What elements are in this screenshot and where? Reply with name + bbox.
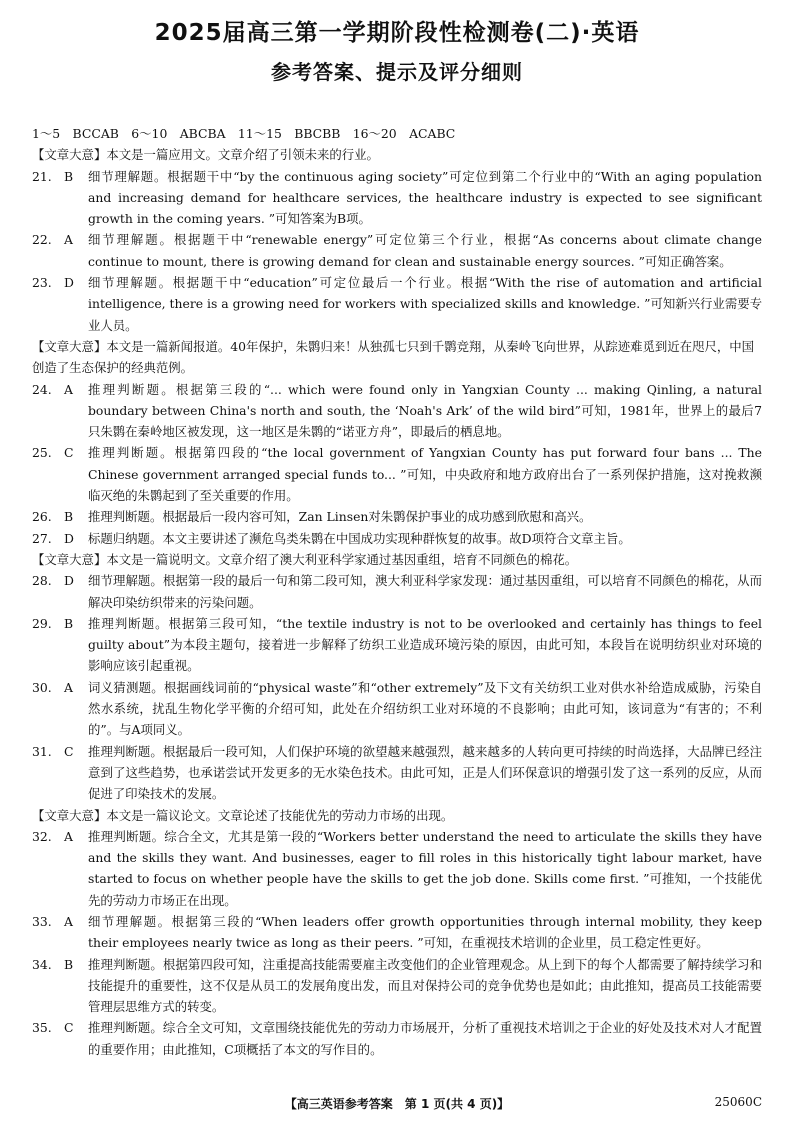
footer-code: 25060C bbox=[714, 1095, 762, 1109]
article-summary: 【文章大意】本文是一篇议论文。文章论述了技能优先的劳动力市场的出现。 bbox=[32, 807, 454, 823]
answer-explanation-item bbox=[32, 911, 762, 954]
question-number bbox=[32, 741, 88, 805]
question-number bbox=[32, 677, 88, 741]
explanation-text: 细节理解题。根据题干中“by the continuous aging society”可定位到第二个行业中的“With an aging population and increasing demand for healthcare services, the healthcare industry is expected to see significant growth in the coming years. ”可知答案为B项。 bbox=[88, 168, 762, 227]
answer-letter: B bbox=[64, 956, 74, 972]
explanation-text: 细节理解题。根据第一段的最后一句和第二段可知，澳大利亚科学家发现：通过基因重组，可以培育不同颜色的棉花，从而解决印染纺织带来的污染问题。 bbox=[88, 573, 762, 610]
answer-explanation-item bbox=[32, 506, 762, 527]
answer-letter: D bbox=[64, 275, 74, 291]
explanation-text: 细节理解题。根据题干中“renewable energy”可定位第三个行业，根据“As concerns about climate change continue to mount, there is growing demand for clean and sustainable energy sources. ”可知正确答案。 bbox=[88, 232, 762, 269]
question-number bbox=[32, 613, 88, 677]
explanation-text: 细节理解题。根据第三段的“When leaders offer growth opportunities through internal mobility, they keep their employees nearly twice as long as their peers. ”可知，在重视技术培训的企业里，员工稳定性更好。 bbox=[88, 913, 762, 951]
question-index: 21. bbox=[32, 168, 52, 184]
question-index: 31. bbox=[32, 743, 52, 759]
answer-letter: A bbox=[64, 828, 73, 844]
explanation-text: 细节理解题。根据题干中“education”可定位最后一个行业。根据“With the rise of automation and artificial intelligence, there is a growing need for workers with specialized skills and knowledge. ”可知新兴行业需要专业人员。 bbox=[88, 275, 762, 333]
answer-explanation-item bbox=[32, 166, 762, 230]
answer-content bbox=[32, 123, 762, 1060]
question-index: 24. bbox=[32, 381, 52, 397]
answer-explanation-item bbox=[32, 954, 762, 1018]
answer-letter: A bbox=[64, 913, 73, 929]
answer-explanation-item bbox=[32, 528, 762, 549]
footer-page-info: 【高三英语参考答案 第 1 页(共 4 页)】 bbox=[284, 1097, 510, 1111]
answer-letter: A bbox=[64, 679, 73, 695]
page-footer bbox=[0, 1095, 794, 1117]
explanation-text: 推理判断题。综合全文，尤其是第一段的“Workers better understand the need to articulate the skills they have and the skills they want. And businesses, eager to fill roles in this historically tight labour market, have started to focus on whether people have the skills to get the job done. Skills come first. ”可推知，一个技能优先的劳动力市场正在出现。 bbox=[88, 828, 762, 908]
question-index: 35. bbox=[32, 1020, 52, 1036]
answer-letter: A bbox=[64, 232, 73, 248]
answer-explanation-item bbox=[32, 272, 762, 336]
article-summary: 【文章大意】本文是一篇应用文。文章介绍了引领未来的行业。 bbox=[32, 147, 379, 163]
explanation-text: 推理判断题。综合全文可知，文章围绕技能优先的劳动力市场展开，分析了重视技术培训之于企业的好处及技术对人才配置的重要作用；由此推知，C项概括了本文的写作目的。 bbox=[88, 1020, 762, 1057]
answer-explanation-item bbox=[32, 741, 762, 805]
answer-explanation-item bbox=[32, 677, 762, 741]
question-index: 29. bbox=[32, 615, 52, 631]
answer-letter: B bbox=[64, 168, 74, 184]
question-number bbox=[32, 528, 88, 549]
answer-key-line: 1～5 BCCAB 6～10 ABCBA 11～15 BBCBB 16～20 ACABC bbox=[32, 126, 456, 141]
question-index: 25. bbox=[32, 445, 52, 461]
question-number bbox=[32, 229, 88, 272]
answer-letter: C bbox=[64, 1020, 74, 1036]
question-index: 28. bbox=[32, 573, 52, 589]
question-index: 30. bbox=[32, 679, 52, 695]
answer-letter: C bbox=[64, 743, 74, 759]
answer-explanation-item bbox=[32, 1017, 762, 1060]
explanation-text: 标题归纳题。本文主要讲述了濒危鸟类朱鹮在中国成功实现种群恢复的故事。故D项符合文章主旨。 bbox=[88, 530, 631, 546]
question-number bbox=[32, 826, 88, 911]
answer-letter: D bbox=[64, 573, 74, 589]
answer-explanation-item bbox=[32, 826, 762, 911]
question-number bbox=[32, 1017, 88, 1060]
question-number bbox=[32, 506, 88, 527]
answer-explanation-item bbox=[32, 379, 762, 443]
question-number bbox=[32, 954, 88, 1018]
answer-letter: B bbox=[64, 615, 74, 631]
explanation-text: 推理判断题。根据第四段的“the local government of Yangxian County has put forward four bans ... The Chinese government arranged special funds to... ”可知，中央政府和地方政府出台了一系列保护措施，这对挽救濒临灭绝的朱鹮起到了至关重要的作用。 bbox=[88, 445, 762, 504]
answer-letter: B bbox=[64, 509, 74, 525]
question-index: 32. bbox=[32, 828, 52, 844]
question-number bbox=[32, 272, 88, 336]
answer-explanation-item bbox=[32, 570, 762, 613]
answer-explanation-item bbox=[32, 229, 762, 272]
answer-letter: D bbox=[64, 530, 74, 546]
article-summary: 【文章大意】本文是一篇新闻报道。40年保护，朱鹮归来！从独孤七只到千鹮竞翔，从秦岭飞向世界，从踪迹难觅到近在咫尺，中国创造了生态保护的经典范例。 bbox=[32, 338, 755, 376]
explanation-text: 推理判断题。根据第三段的“... which were found only in Yangxian County ... making Qinling, a natural boundary between China's north and south, the ‘Noah's Ark’ of the wild bird”可知，1981年，世界上的最后7只朱鹮在秦岭地区被发现，这一地区是朱鹮的“诺亚方舟”，即最后的栖息地。 bbox=[88, 381, 762, 440]
question-index: 27. bbox=[32, 530, 52, 546]
question-index: 23. bbox=[32, 275, 52, 291]
explanation-text: 推理判断题。根据第三段可知，“the textile industry is not to be overlooked and certainly has things to feel guilty about”为本段主题句，接着进一步解释了纺织工业造成环境污染的原因，由此可知，本段旨在说明纺织业对环境的影响应该引起重视。 bbox=[88, 615, 762, 674]
question-number bbox=[32, 379, 88, 443]
question-number bbox=[32, 442, 88, 506]
answer-letter: C bbox=[64, 445, 74, 461]
answer-explanation-item bbox=[32, 442, 762, 506]
answer-letter: A bbox=[64, 381, 73, 397]
explanation-text: 推理判断题。根据最后一段可知，人们保护环境的欲望越来越强烈，越来越多的人转向更可持续的时尚选择，大品牌已经注意到了这些趋势，也承诺尝试开发更多的无水染色技术。由此可知，正是人们环保意识的增强引发了这一系列的反应，从而促进了印染技术的发展。 bbox=[88, 743, 762, 802]
explanation-text: 推理判断题。根据第四段可知，注重提高技能需要雇主改变他们的企业管理观念。从上到下的每个人都需要了解持续学习和技能提升的重要性，这不仅是从员工的发展角度出发，而且对保持公司的竞争优势也是如此；由此推知，提高员工技能需要管理层思维方式的转变。 bbox=[88, 956, 762, 1015]
question-number bbox=[32, 570, 88, 613]
question-number bbox=[32, 166, 88, 230]
question-index: 22. bbox=[32, 232, 52, 248]
article-summary: 【文章大意】本文是一篇说明文。文章介绍了澳大利亚科学家通过基因重组，培育不同颜色的棉花。 bbox=[32, 551, 578, 567]
answer-explanation-item bbox=[32, 613, 762, 677]
question-index: 34. bbox=[32, 956, 52, 972]
document-subtitle: 参考答案、提示及评分细则 bbox=[271, 60, 523, 84]
question-index: 33. bbox=[32, 913, 52, 929]
document-title: 2025届高三第一学期阶段性检测卷(二)·英语 bbox=[154, 20, 640, 46]
question-number bbox=[32, 911, 88, 954]
explanation-text: 词义猜测题。根据画线词前的“physical waste”和“other extremely”及下文有关纺织工业对供水补给造成威胁，污染自然水系统，扰乱生物化学平衡的介绍可知，此处在介绍纺织工业对环境的不良影响；由此可知，该词意为“有害的；不利的”。与A项同义。 bbox=[88, 679, 762, 738]
question-index: 26. bbox=[32, 509, 52, 525]
explanation-text: 推理判断题。根据最后一段内容可知，Zan Linsen对朱鹮保护事业的成功感到欣慰和高兴。 bbox=[88, 509, 592, 525]
